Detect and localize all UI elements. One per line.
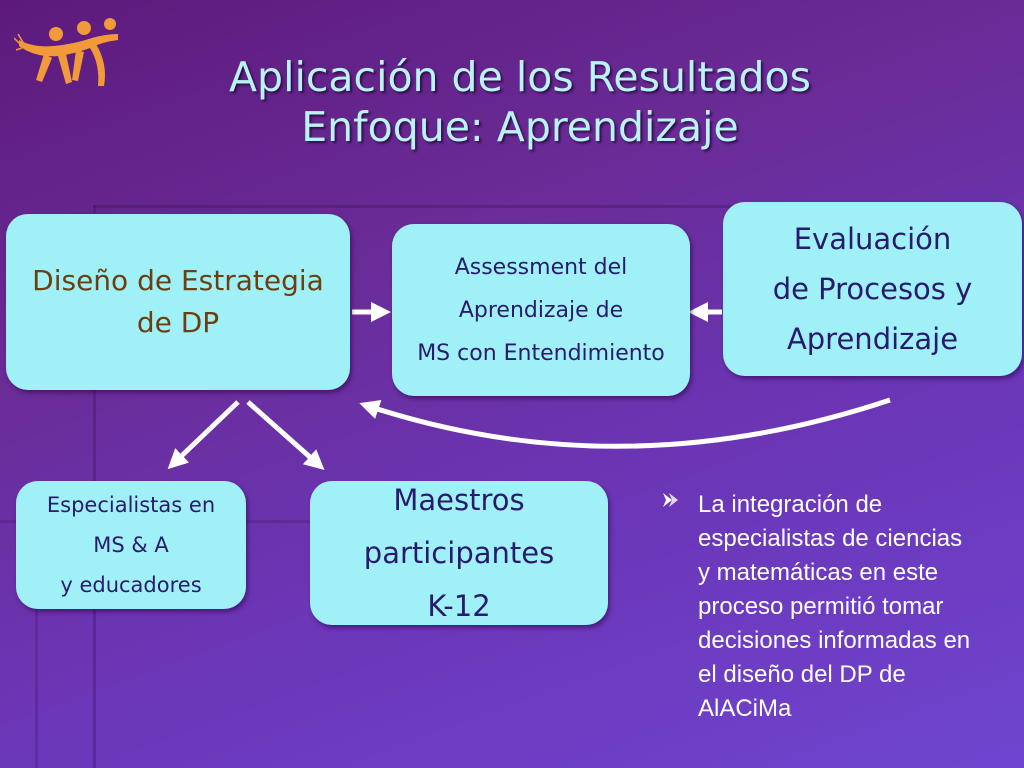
- assessment-box: [392, 224, 690, 396]
- assessment-line-1: Assessment del: [454, 254, 628, 280]
- bullet-line-1: La integración de: [698, 491, 883, 518]
- bullet-line-4: proceso permitió tomar: [698, 593, 944, 620]
- specialists-line-2: MS & A: [93, 533, 169, 557]
- bullet-line-7: AlACiMa: [698, 695, 792, 722]
- title-line-2: Enfoque: Aprendizaje: [301, 103, 739, 151]
- bullet-point: [660, 488, 1020, 726]
- evaluation-box: [723, 202, 1022, 376]
- title-line-1: Aplicación de los Resultados: [229, 53, 811, 101]
- arrow-strategy-to-teachers: [248, 402, 320, 466]
- specialists-line-3: y educadores: [60, 573, 202, 597]
- teachers-line-1: Maestros: [393, 482, 525, 517]
- evaluation-line-2: de Procesos y: [772, 272, 973, 306]
- bullet-line-6: el diseño del DP de: [698, 661, 906, 688]
- strategy-design-box: [6, 214, 350, 390]
- teachers-line-2: participantes: [363, 535, 555, 570]
- bullet-line-5: decisiones informadas en: [698, 627, 971, 654]
- teachers-line-3: K-12: [427, 588, 491, 623]
- arrow-evaluation-feedback-curve: [365, 400, 890, 446]
- assessment-line-2: Aprendizaje de: [458, 297, 624, 323]
- specialists-line-1: Especialistas en: [46, 493, 216, 517]
- strategy-line-1: Diseño de Estrategia: [32, 264, 324, 297]
- chevron-arrow-bullet-icon: [660, 490, 680, 510]
- specialists-box: [16, 481, 246, 609]
- strategy-line-2: de DP: [136, 306, 220, 339]
- arrow-strategy-to-specialists: [172, 402, 238, 465]
- evaluation-line-3: Aprendizaje: [786, 322, 959, 356]
- bullet-line-2: especialistas de ciencias: [698, 525, 963, 552]
- bullet-line-3: y matemáticas en este: [698, 559, 939, 586]
- teachers-box: [310, 481, 608, 625]
- assessment-line-3: MS con Entendimiento: [417, 340, 665, 366]
- evaluation-line-1: Evaluación: [793, 222, 952, 256]
